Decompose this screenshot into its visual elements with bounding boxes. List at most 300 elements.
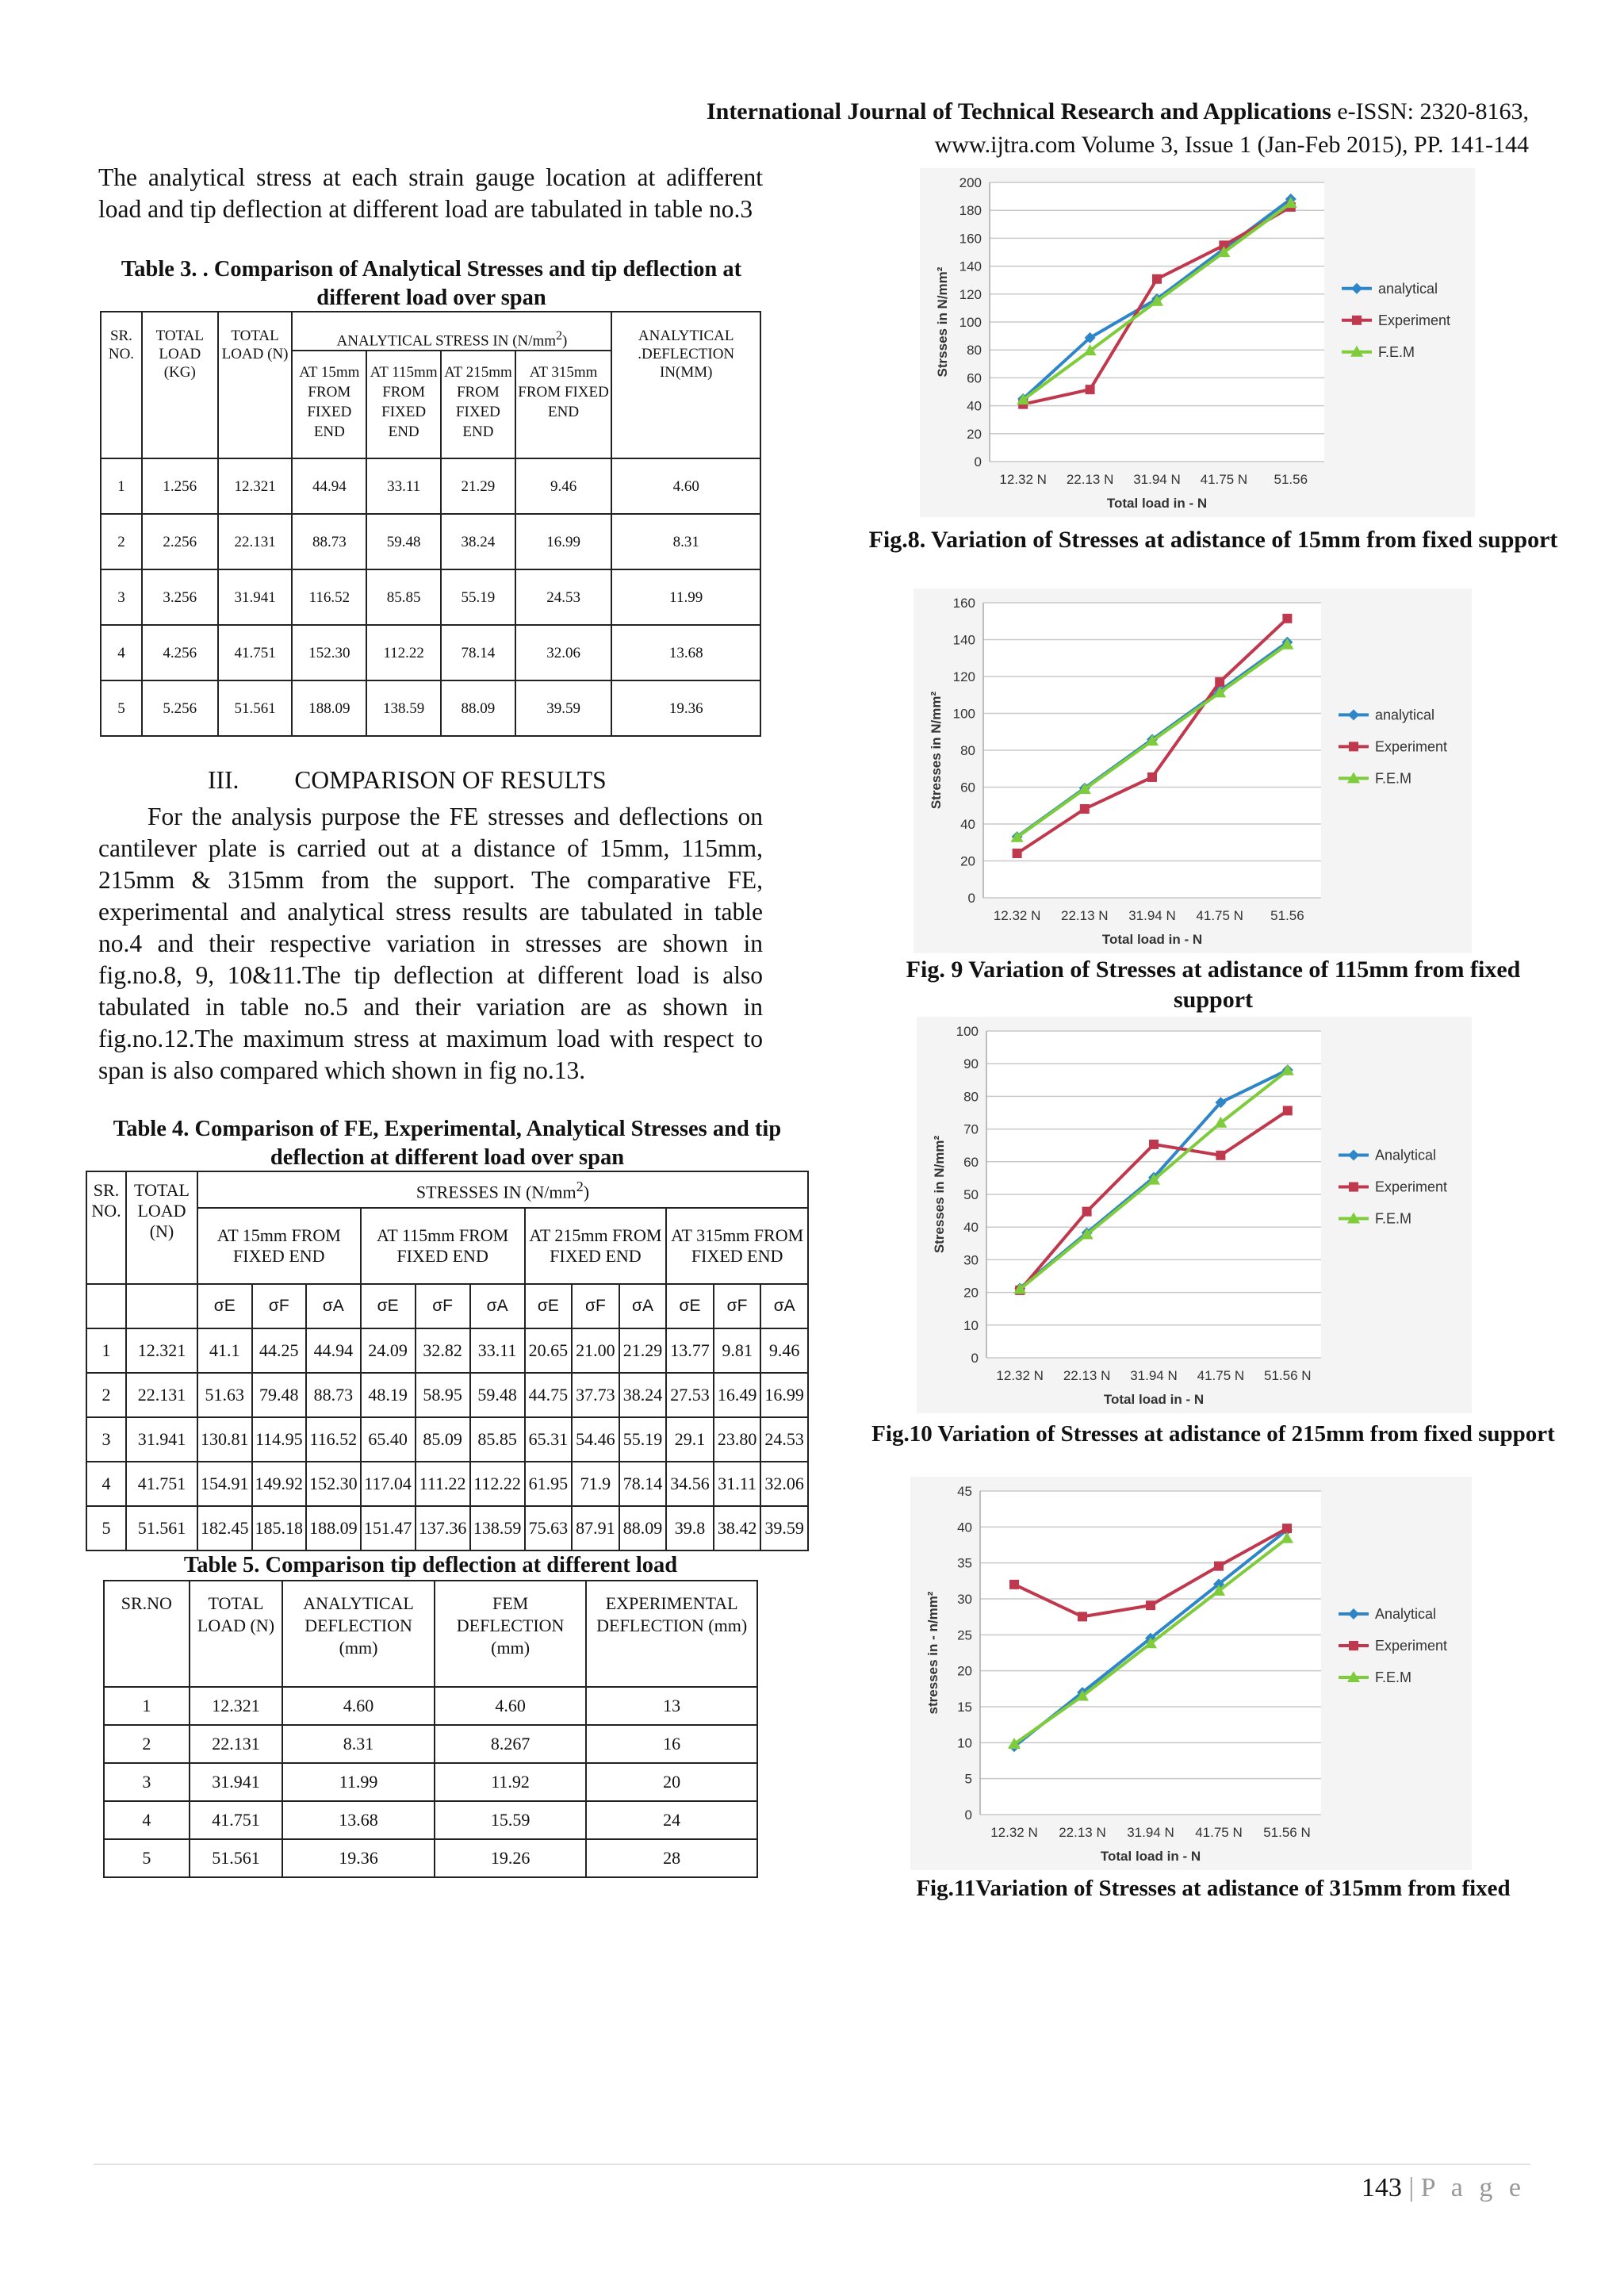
t4-h-pos: AT 115mm FROM FIXED END (361, 1208, 525, 1284)
t4-h-pos: AT 215mm FROM FIXED END (525, 1208, 667, 1284)
table-cell: 1.256 (142, 458, 218, 514)
table-cell: 4 (101, 625, 142, 680)
journal-name: International Journal of Technical Research and Applications (706, 98, 1331, 125)
fig9-caption: Fig. 9 Variation of Stresses at adistance of 115mm from fixed support (906, 956, 1521, 1013)
fig11-caption: Fig.11Variation of Stresses at adistance of 315mm from fixed (916, 1876, 1511, 1901)
table-cell: 31.11 (714, 1462, 761, 1506)
table3-body (101, 458, 760, 736)
y-tick-label: 20 (963, 1285, 979, 1301)
t4-h-pos: AT 15mm FROM FIXED END (197, 1208, 361, 1284)
chart-fig8 (920, 168, 1475, 517)
t4-h-pos: AT 315mm FROM FIXED END (666, 1208, 808, 1284)
table-cell: 29.1 (666, 1417, 714, 1462)
table-cell: 16.99 (760, 1373, 808, 1417)
table-cell: 188.09 (292, 680, 366, 736)
y-tick-label: 20 (967, 426, 982, 442)
table-cell: 2 (101, 514, 142, 569)
x-tick-label: 12.32 N (993, 908, 1041, 923)
table-cell: 11.99 (611, 569, 760, 625)
journal-issn: e-ISSN: 2320-8163, (1331, 98, 1529, 125)
table-cell: 19.36 (611, 680, 760, 736)
table-cell: 85.85 (366, 569, 441, 625)
table-cell: 39.59 (760, 1506, 808, 1550)
y-tick-label: 25 (957, 1627, 972, 1643)
table5-caption: Table 5. Comparison tip deflection at different load (183, 1553, 678, 1577)
data-point-experiment (1086, 385, 1095, 394)
chart-svg (910, 1477, 1472, 1870)
y-tick-label: 40 (960, 817, 975, 832)
table-cell: 34.56 (666, 1462, 714, 1506)
table-cell: 116.52 (306, 1417, 361, 1462)
table-cell: 41.751 (190, 1801, 283, 1839)
table-cell: 31.941 (190, 1763, 283, 1801)
legend-label: analytical (1378, 280, 1438, 297)
t4-sym-blank (86, 1284, 126, 1328)
table-cell: 12.321 (126, 1328, 197, 1373)
table-cell: 44.75 (525, 1373, 573, 1417)
table-cell: 1 (104, 1687, 190, 1725)
table-cell: 21.29 (619, 1328, 667, 1373)
table-row (104, 1763, 757, 1801)
y-tick-label: 40 (967, 398, 982, 414)
t4-h-sr: SR. NO. (86, 1171, 126, 1284)
y-axis-label: stresses in - n/mm² (925, 1591, 940, 1715)
table-cell: 4 (104, 1801, 190, 1839)
page-sep: | (1401, 2173, 1421, 2202)
table-cell: 24.53 (760, 1417, 808, 1462)
table-cell: 21.29 (441, 458, 515, 514)
y-tick-label: 160 (959, 231, 982, 247)
y-tick-label: 45 (957, 1484, 972, 1499)
t4-symbol: σE (197, 1284, 252, 1328)
table-cell: 185.18 (252, 1506, 307, 1550)
table-cell: 114.95 (252, 1417, 307, 1462)
table-cell: 111.22 (416, 1462, 470, 1506)
table-row (101, 514, 760, 569)
table-cell: 51.63 (197, 1373, 252, 1417)
table-cell: 88.73 (306, 1373, 361, 1417)
table-cell: 12.321 (190, 1687, 283, 1725)
data-point-experiment (1146, 1600, 1155, 1610)
table-cell: 24.09 (361, 1328, 416, 1373)
page-number (1362, 2173, 1526, 2203)
chart-fig9 (914, 588, 1472, 953)
table-cell: 59.48 (366, 514, 441, 569)
table-cell: 9.81 (714, 1328, 761, 1373)
table-row (86, 1373, 808, 1417)
y-tick-label: 40 (963, 1220, 979, 1236)
legend-label: F.E.M (1375, 1210, 1412, 1227)
table-cell: 38.24 (619, 1373, 667, 1417)
y-tick-label: 80 (960, 743, 975, 758)
table-cell: 71.9 (572, 1462, 619, 1506)
y-tick-label: 120 (959, 286, 982, 302)
table-cell: 88.09 (619, 1506, 667, 1550)
t5-header-cell: EXPERIMENTAL DEFLECTION (mm) (586, 1581, 757, 1687)
table-cell: 2 (86, 1373, 126, 1417)
page-word: P a g e (1420, 2173, 1526, 2202)
intro-paragraph: The analytical stress at each strain gauge location at adifferent load and tip deflection at different load are tabulated in table no.3 (98, 163, 763, 223)
table-cell: 37.73 (572, 1373, 619, 1417)
x-tick-label: 51.56 N (1264, 1368, 1312, 1383)
y-tick-label: 120 (952, 669, 975, 684)
t4-symbol: σA (470, 1284, 525, 1328)
x-tick-label: 12.32 N (996, 1368, 1044, 1383)
table-cell: 112.22 (366, 625, 441, 680)
table4-body (86, 1328, 808, 1550)
x-tick-label: 22.13 N (1059, 1825, 1106, 1840)
table-cell: 149.92 (252, 1462, 307, 1506)
table-cell: 38.42 (714, 1506, 761, 1550)
t3-h-load-kg: TOTAL LOAD (KG) (142, 312, 218, 458)
t3-h-deflection: ANALYTICAL .DEFLECTION IN(MM) (611, 312, 760, 458)
table-cell: 79.48 (252, 1373, 307, 1417)
y-tick-label: 180 (959, 203, 982, 219)
table-cell: 33.11 (366, 458, 441, 514)
table-cell: 4 (86, 1462, 126, 1506)
y-tick-label: 40 (957, 1520, 972, 1535)
table-row (104, 1801, 757, 1839)
table-cell: 32.82 (416, 1328, 470, 1373)
t4-symbol: σE (525, 1284, 573, 1328)
y-tick-label: 35 (957, 1555, 972, 1571)
t5-header-cell: FEM DEFLECTION (mm) (435, 1581, 587, 1687)
t3-h-pos: AT 315mm FROM FIXED END (515, 351, 612, 458)
table-row (86, 1506, 808, 1550)
data-point-experiment (1216, 1151, 1225, 1160)
table-cell: 112.22 (470, 1462, 525, 1506)
section-paragraph: For the analysis purpose the FE stresses and deflections on cantilever plate is carried out at a distance of 15mm, 115mm, 215mm & 315mm from the support. The comparative FE, experimental and analytical stress results are tabulated in table no.4 and their respective variation in stresses are shown in fig.no.8, 9, 10&11.The tip deflection at different load is also tabulated in table no.5 and their variation are as shown in fig.no.12.The maximum stress at maximum load with respect to span is also compared which shown in fig no.13. (98, 803, 763, 1084)
table-cell: 151.47 (361, 1506, 416, 1550)
table-cell: 2.256 (142, 514, 218, 569)
table-cell: 33.11 (470, 1328, 525, 1373)
t4-h-stress (197, 1171, 808, 1208)
table-row (101, 625, 760, 680)
table-cell: 19.36 (282, 1839, 435, 1877)
table-cell: 4.60 (611, 458, 760, 514)
table-cell: 4.60 (435, 1687, 587, 1725)
table-cell: 55.19 (441, 569, 515, 625)
section-number: III. (208, 766, 239, 794)
x-axis-label: Total load in - N (1100, 1849, 1201, 1864)
table-cell: 32.06 (760, 1462, 808, 1506)
chart-fig11 (910, 1477, 1472, 1870)
t4-sym-blank (126, 1284, 197, 1328)
t3-h-stress-sup: 2 (556, 329, 563, 343)
y-tick-label: 200 (959, 175, 982, 190)
table-cell: 44.25 (252, 1328, 307, 1373)
table-cell: 41.751 (126, 1462, 197, 1506)
table-cell: 85.85 (470, 1417, 525, 1462)
data-point-experiment (1282, 614, 1292, 623)
table-cell: 12.321 (218, 458, 293, 514)
y-tick-label: 15 (957, 1700, 972, 1715)
table-cell: 55.19 (619, 1417, 667, 1462)
table-cell: 21.00 (572, 1328, 619, 1373)
y-tick-label: 60 (960, 780, 975, 795)
x-axis-label: Total load in - N (1101, 932, 1203, 947)
y-tick-label: 90 (963, 1056, 979, 1072)
t4-h-load: TOTAL LOAD (N) (126, 1171, 197, 1284)
table-cell: 61.95 (525, 1462, 573, 1506)
table-cell: 24 (586, 1801, 757, 1839)
table-cell: 48.19 (361, 1373, 416, 1417)
t3-h-pos: AT 115mm FROM FIXED END (366, 351, 441, 458)
table-cell: 117.04 (361, 1462, 416, 1506)
t4-symbol: σE (666, 1284, 714, 1328)
table-cell: 39.59 (515, 680, 612, 736)
table-cell: 9.46 (760, 1328, 808, 1373)
table4 (86, 1171, 809, 1551)
y-tick-label: 0 (971, 1351, 979, 1366)
table-cell: 78.14 (619, 1462, 667, 1506)
page-number-value: 143 (1361, 2173, 1402, 2202)
t4-symbol: σF (252, 1284, 307, 1328)
table-cell: 39.8 (666, 1506, 714, 1550)
y-tick-label: 60 (967, 370, 982, 386)
y-tick-label: 100 (956, 1024, 979, 1039)
table-cell: 130.81 (197, 1417, 252, 1462)
t3-h-stress (292, 312, 611, 351)
table-cell: 27.53 (666, 1373, 714, 1417)
y-tick-label: 60 (963, 1154, 979, 1170)
table-cell: 188.09 (306, 1506, 361, 1550)
fig8-caption: Fig.8. Variation of Stresses at adistance of 15mm from fixed support (868, 527, 1558, 553)
table-row (101, 458, 760, 514)
x-tick-label: 31.94 N (1128, 908, 1176, 923)
t3-h-stress-close: ) (562, 332, 568, 350)
legend-marker (1349, 1641, 1358, 1650)
table-cell: 154.91 (197, 1462, 252, 1506)
table-cell: 182.45 (197, 1506, 252, 1550)
x-tick-label: 41.75 N (1196, 908, 1243, 923)
x-tick-label: 12.32 N (999, 472, 1047, 487)
legend-label: Experiment (1375, 1638, 1448, 1654)
table-cell: 32.06 (515, 625, 612, 680)
legend-label: F.E.M (1375, 770, 1412, 787)
table-cell: 5 (86, 1506, 126, 1550)
table-cell: 116.52 (292, 569, 366, 625)
x-axis-label: Total load in - N (1103, 1392, 1205, 1407)
t4-h-stress-text: STRESSES IN (N/mm (416, 1182, 576, 1202)
data-point-experiment (1009, 1580, 1019, 1589)
table-cell: 88.73 (292, 514, 366, 569)
table-cell: 1 (101, 458, 142, 514)
table-cell: 41.751 (218, 625, 293, 680)
table-cell: 41.1 (197, 1328, 252, 1373)
y-tick-label: 80 (967, 343, 982, 358)
chart-svg (914, 588, 1472, 953)
table-cell: 15.59 (435, 1801, 587, 1839)
x-tick-label: 22.13 N (1066, 472, 1114, 487)
table-cell: 28 (586, 1839, 757, 1877)
table-cell: 138.59 (470, 1506, 525, 1550)
y-tick-label: 30 (957, 1592, 972, 1607)
data-point-experiment (1080, 804, 1090, 814)
table3-caption: Table 3. . Comparison of Analytical Stresses and tip deflection at different load over span (121, 257, 742, 310)
table-cell: 4.60 (282, 1687, 435, 1725)
table-cell: 51.561 (126, 1506, 197, 1550)
table5 (103, 1580, 758, 1878)
y-tick-label: 10 (963, 1317, 979, 1333)
data-point-experiment (1152, 274, 1162, 284)
table-row (104, 1725, 757, 1763)
table-cell: 23.80 (714, 1417, 761, 1462)
t5-header-cell: TOTAL LOAD (N) (190, 1581, 283, 1687)
table-cell: 20 (586, 1763, 757, 1801)
table-cell: 65.40 (361, 1417, 416, 1462)
legend-marker (1352, 316, 1362, 325)
data-point-experiment (1215, 677, 1224, 687)
t4-symbol: σA (760, 1284, 808, 1328)
t5-header-cell: SR.NO (104, 1581, 190, 1687)
x-axis-label: Total load in - N (1106, 496, 1208, 511)
y-tick-label: 0 (974, 454, 982, 470)
table-cell: 5 (104, 1839, 190, 1877)
x-tick-label: 12.32 N (990, 1825, 1038, 1840)
legend-label: Experiment (1375, 1179, 1448, 1195)
table-cell: 31.941 (126, 1417, 197, 1462)
x-tick-label: 51.56 (1274, 472, 1308, 487)
table-cell: 137.36 (416, 1506, 470, 1550)
data-point-experiment (1149, 1140, 1159, 1149)
data-point-experiment (1214, 1562, 1224, 1571)
t4-symbol: σF (572, 1284, 619, 1328)
table-cell: 138.59 (366, 680, 441, 736)
t4-h-stress-close: ) (583, 1182, 590, 1202)
legend-label: Experiment (1375, 738, 1448, 755)
table-cell: 5.256 (142, 680, 218, 736)
y-tick-label: 10 (957, 1735, 972, 1751)
data-point-experiment (1013, 849, 1022, 858)
t3-h-load-n: TOTAL LOAD (N) (218, 312, 293, 458)
y-tick-label: 0 (964, 1807, 972, 1823)
section-heading (208, 766, 607, 795)
table-cell: 22.131 (126, 1373, 197, 1417)
y-tick-label: 100 (952, 706, 975, 722)
y-tick-label: 20 (957, 1663, 972, 1679)
table-cell: 8.31 (611, 514, 760, 569)
t4-symbol: σE (361, 1284, 416, 1328)
table-cell: 3 (86, 1417, 126, 1462)
table-cell: 152.30 (306, 1462, 361, 1506)
t4-symbol: σF (416, 1284, 470, 1328)
x-tick-label: 41.75 N (1200, 472, 1248, 487)
table-row (104, 1839, 757, 1877)
table-cell: 11.99 (282, 1763, 435, 1801)
table-cell: 65.31 (525, 1417, 573, 1462)
table-cell: 5 (101, 680, 142, 736)
table5-body (104, 1687, 757, 1877)
t3-h-pos: AT 215mm FROM FIXED END (441, 351, 515, 458)
table-cell: 16 (586, 1725, 757, 1763)
table-cell: 8.267 (435, 1725, 587, 1763)
table-cell: 20.65 (525, 1328, 573, 1373)
x-tick-label: 41.75 N (1197, 1368, 1245, 1383)
table-row (86, 1328, 808, 1373)
table-row (101, 680, 760, 736)
table-cell: 44.94 (306, 1328, 361, 1373)
table-cell: 13 (586, 1687, 757, 1725)
data-point-experiment (1147, 772, 1157, 782)
table-cell: 54.46 (572, 1417, 619, 1462)
chart-fig10 (917, 1017, 1472, 1413)
journal-header (707, 98, 1529, 125)
legend-label: F.E.M (1378, 343, 1415, 360)
table-cell: 85.09 (416, 1417, 470, 1462)
table-cell: 9.46 (515, 458, 612, 514)
y-tick-label: 50 (963, 1187, 979, 1202)
table4-caption: Table 4. Comparison of FE, Experimental, Analytical Stresses and tip deflection at different load over span (113, 1117, 782, 1170)
table-cell: 16.99 (515, 514, 612, 569)
chart-svg (920, 168, 1475, 517)
legend-label: Analytical (1375, 1147, 1437, 1163)
table-cell: 44.94 (292, 458, 366, 514)
x-tick-label: 41.75 N (1195, 1825, 1243, 1840)
t5-header-cell: ANALYTICAL DEFLECTION (mm) (282, 1581, 435, 1687)
table-cell: 22.131 (218, 514, 293, 569)
t4-symbol-row (86, 1284, 808, 1328)
t4-h-stress-sup: 2 (576, 1179, 584, 1195)
table-cell: 11.92 (435, 1763, 587, 1801)
t3-h-stress-text: ANALYTICAL STRESS IN (N/mm (336, 332, 557, 350)
t3-h-pos: AT 15mm FROM FIXED END (292, 351, 366, 458)
table-cell: 31.941 (218, 569, 293, 625)
table-row (86, 1417, 808, 1462)
legend-label: Analytical (1375, 1606, 1437, 1623)
table3 (100, 311, 761, 737)
table-row (104, 1687, 757, 1725)
legend-label: Experiment (1378, 312, 1451, 328)
y-tick-label: 20 (960, 853, 975, 869)
table-cell: 13.68 (611, 625, 760, 680)
y-axis-label: Stresses in N/mm² (929, 691, 944, 810)
table-cell: 51.561 (190, 1839, 283, 1877)
x-tick-label: 51.56 (1270, 908, 1304, 923)
table-cell: 1 (86, 1328, 126, 1373)
data-point-experiment (1283, 1106, 1293, 1115)
table-cell: 38.24 (441, 514, 515, 569)
table-cell: 13.77 (666, 1328, 714, 1373)
table-row (101, 569, 760, 625)
legend-label: analytical (1375, 707, 1435, 723)
y-axis-label: Strsses in N/mm² (935, 266, 950, 378)
table-cell: 3.256 (142, 569, 218, 625)
x-tick-label: 22.13 N (1063, 1368, 1111, 1383)
legend-marker (1349, 742, 1358, 751)
legend-marker (1349, 1182, 1358, 1192)
legend-label: F.E.M (1375, 1669, 1412, 1686)
table-cell: 51.561 (218, 680, 293, 736)
y-tick-label: 100 (959, 315, 982, 330)
x-tick-label: 31.94 N (1127, 1825, 1174, 1840)
y-axis-label: Stresses in N/mm² (932, 1135, 947, 1254)
table-cell: 4.256 (142, 625, 218, 680)
table-cell: 78.14 (441, 625, 515, 680)
table-cell: 58.95 (416, 1373, 470, 1417)
chart-svg (917, 1017, 1472, 1413)
y-tick-label: 30 (963, 1252, 979, 1268)
table-cell: 59.48 (470, 1373, 525, 1417)
table-cell: 3 (104, 1763, 190, 1801)
y-tick-label: 160 (952, 596, 975, 611)
x-tick-label: 51.56 N (1263, 1825, 1311, 1840)
section-title: COMPARISON OF RESULTS (294, 766, 607, 794)
y-tick-label: 140 (952, 632, 975, 648)
data-point-experiment (1078, 1612, 1087, 1621)
data-point-experiment (1282, 1524, 1292, 1533)
t4-symbol: σA (619, 1284, 667, 1328)
